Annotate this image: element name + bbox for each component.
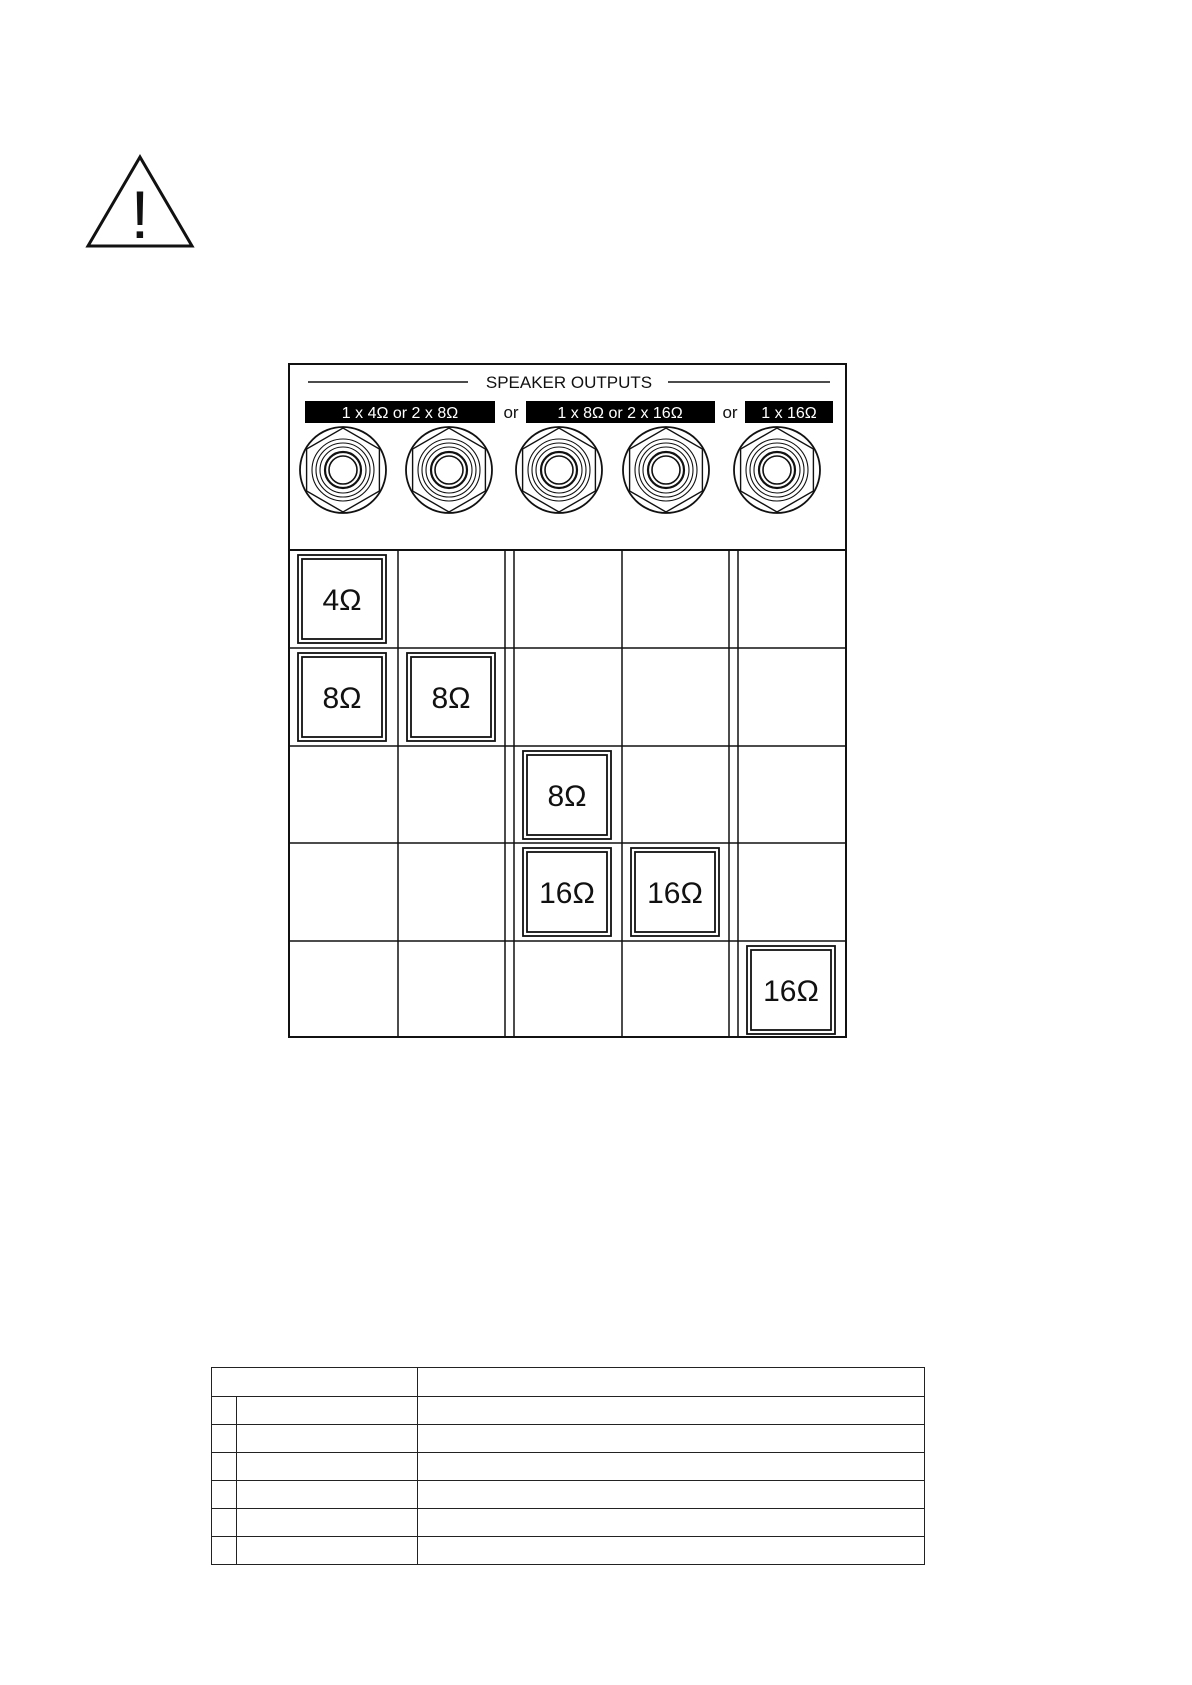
- warning-triangle-icon: [84, 154, 196, 250]
- table-row: [212, 1425, 925, 1453]
- table-cell: [237, 1397, 418, 1425]
- group-label-2: [526, 401, 715, 423]
- speaker-jack-icon: [406, 427, 492, 513]
- impedance-box: [523, 751, 611, 839]
- group-label-3: [745, 401, 833, 423]
- table-cell: [418, 1425, 925, 1453]
- speaker-jack-icon: [623, 427, 709, 513]
- speaker-jack-icon: [300, 427, 386, 513]
- table-cell: [212, 1453, 237, 1481]
- group-label-1: [305, 401, 495, 423]
- table-cell: [418, 1397, 925, 1425]
- table-row: [212, 1481, 925, 1509]
- table-cell: [237, 1453, 418, 1481]
- impedance-label: 8Ω: [431, 682, 471, 715]
- speaker-outputs-panel: [288, 363, 848, 1038]
- impedance-label: 16Ω: [539, 877, 595, 910]
- table-cell: [212, 1425, 237, 1453]
- table-cell: [237, 1481, 418, 1509]
- table-header-cell-1: [212, 1368, 418, 1397]
- group-label-1-text: 1 x 4Ω or 2 x 8Ω: [341, 405, 459, 422]
- warning-exclamation-mark: !: [130, 177, 150, 250]
- table-cell: [237, 1509, 418, 1537]
- table-row: [212, 1509, 925, 1537]
- table-cell: [212, 1481, 237, 1509]
- impedance-label: 16Ω: [647, 877, 703, 910]
- table-row: [212, 1453, 925, 1481]
- impedance-label: 16Ω: [763, 975, 819, 1008]
- empty-table: [211, 1367, 925, 1565]
- impedance-box: [298, 653, 386, 741]
- table-cell: [418, 1537, 925, 1565]
- table-cell: [212, 1537, 237, 1565]
- table-cell: [237, 1425, 418, 1453]
- group-label-2-text: 1 x 8Ω or 2 x 16Ω: [557, 405, 683, 422]
- impedance-box: [631, 848, 719, 936]
- table-row: [212, 1397, 925, 1425]
- speaker-outputs-title: SPEAKER OUTPUTS: [485, 373, 653, 392]
- or-separator-2: or: [722, 403, 738, 422]
- table-cell: [418, 1509, 925, 1537]
- table-header-row: [212, 1368, 925, 1397]
- impedance-label: 8Ω: [322, 682, 362, 715]
- impedance-label: 8Ω: [547, 780, 587, 813]
- impedance-box: [523, 848, 611, 936]
- speaker-jack-icon: [516, 427, 602, 513]
- impedance-label: 4Ω: [322, 584, 362, 617]
- group-label-3-text: 1 x 16Ω: [761, 405, 817, 422]
- impedance-box: [747, 946, 835, 1034]
- impedance-box: [298, 555, 386, 643]
- table-header-cell-2: [418, 1368, 925, 1397]
- table-row: [212, 1537, 925, 1565]
- impedance-box: [407, 653, 495, 741]
- table-cell: [212, 1509, 237, 1537]
- or-separator-1: or: [503, 403, 519, 422]
- table-cell: [418, 1453, 925, 1481]
- table-cell: [212, 1397, 237, 1425]
- speaker-jack-icon: [734, 427, 820, 513]
- table-cell: [418, 1481, 925, 1509]
- table-cell: [237, 1537, 418, 1565]
